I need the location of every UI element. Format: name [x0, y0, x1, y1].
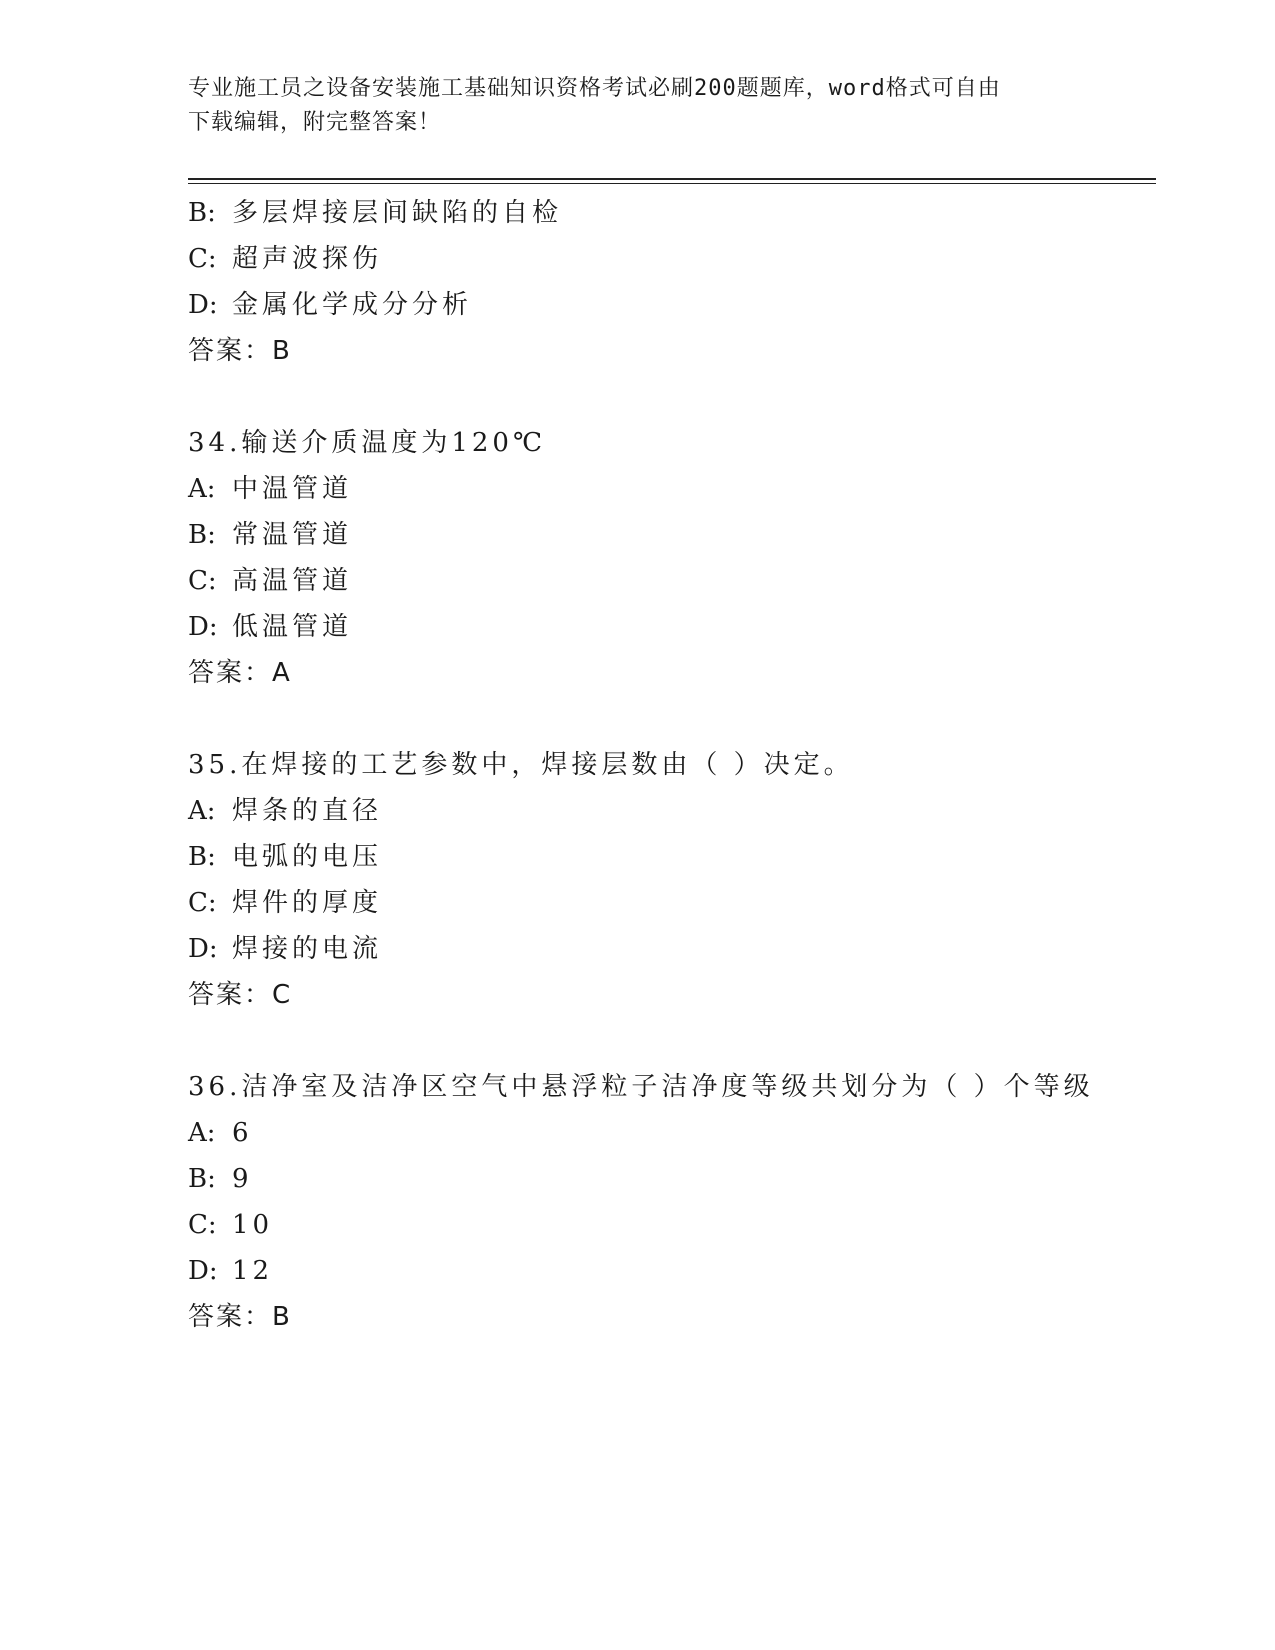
question-34 [188, 420, 1156, 696]
option-text: 焊接的电流 [232, 934, 383, 964]
option-d [188, 926, 1156, 972]
option-letter: C: [188, 888, 217, 918]
question-35 [188, 742, 1156, 1018]
option-d [188, 604, 1156, 650]
option-letter: D: [188, 290, 218, 320]
option-letter: B: [188, 520, 216, 550]
spacer [188, 374, 1156, 420]
answer-line: 答案：C [188, 980, 293, 1010]
option-a [188, 788, 1156, 834]
option-b [188, 512, 1156, 558]
option-text: 9 [232, 1164, 253, 1194]
option-letter: A: [188, 796, 216, 826]
option-c [188, 1202, 1156, 1248]
document-header [188, 72, 1088, 140]
question-36 [188, 1064, 1156, 1340]
option-text: 超声波探伤 [232, 244, 383, 274]
option-text: 中温管道 [232, 474, 353, 504]
option-text: 电弧的电压 [232, 842, 383, 872]
option-letter: A: [188, 1118, 216, 1148]
answer-line: 答案：B [188, 1302, 292, 1332]
answer-line: 答案：B [188, 336, 292, 366]
answer-line: 答案：A [188, 658, 292, 688]
option-text: 常温管道 [232, 520, 353, 550]
option-letter: D: [188, 612, 218, 642]
option-letter: B: [188, 198, 216, 228]
option-c [188, 236, 1156, 282]
option-letter: C: [188, 566, 217, 596]
option-text: 高温管道 [232, 566, 353, 596]
option-d [188, 1248, 1156, 1294]
header-line-1: 专业施工员之设备安装施工基础知识资格考试必刷200题题库，word格式可自由 [188, 76, 1001, 101]
option-text: 12 [232, 1256, 274, 1286]
option-letter: A: [188, 474, 216, 504]
option-letter: B: [188, 842, 216, 872]
header-line-2: 下载编辑，附完整答案！ [188, 110, 442, 135]
option-text: 金属化学成分分析 [232, 290, 473, 320]
option-text: 多层焊接层间缺陷的自检 [232, 198, 563, 228]
option-text: 焊条的直径 [232, 796, 383, 826]
option-a [188, 1110, 1156, 1156]
option-letter: B: [188, 1164, 216, 1194]
option-b [188, 1156, 1156, 1202]
header-divider-thin [188, 183, 1156, 184]
question-stem: 36.洁净室及洁净区空气中悬浮粒子洁净度等级共划分为（ ）个等级 [188, 1072, 1094, 1102]
option-d [188, 282, 1156, 328]
option-text: 6 [232, 1118, 253, 1148]
option-c [188, 880, 1156, 926]
option-b [188, 190, 1156, 236]
option-a [188, 466, 1156, 512]
option-text: 10 [232, 1210, 274, 1240]
option-letter: C: [188, 1210, 217, 1240]
option-c [188, 558, 1156, 604]
spacer [188, 696, 1156, 742]
question-stem: 34.输送介质温度为120℃ [188, 428, 547, 458]
question-33-continued [188, 190, 1156, 374]
header-divider-thick [188, 178, 1156, 180]
question-stem: 35.在焊接的工艺参数中，焊接层数由（ ）决定。 [188, 750, 854, 780]
option-b [188, 834, 1156, 880]
option-text: 低温管道 [232, 612, 353, 642]
option-letter: C: [188, 244, 217, 274]
option-letter: D: [188, 1256, 218, 1286]
option-letter: D: [188, 934, 218, 964]
question-list [188, 190, 1156, 1340]
spacer [188, 1018, 1156, 1064]
option-text: 焊件的厚度 [232, 888, 383, 918]
